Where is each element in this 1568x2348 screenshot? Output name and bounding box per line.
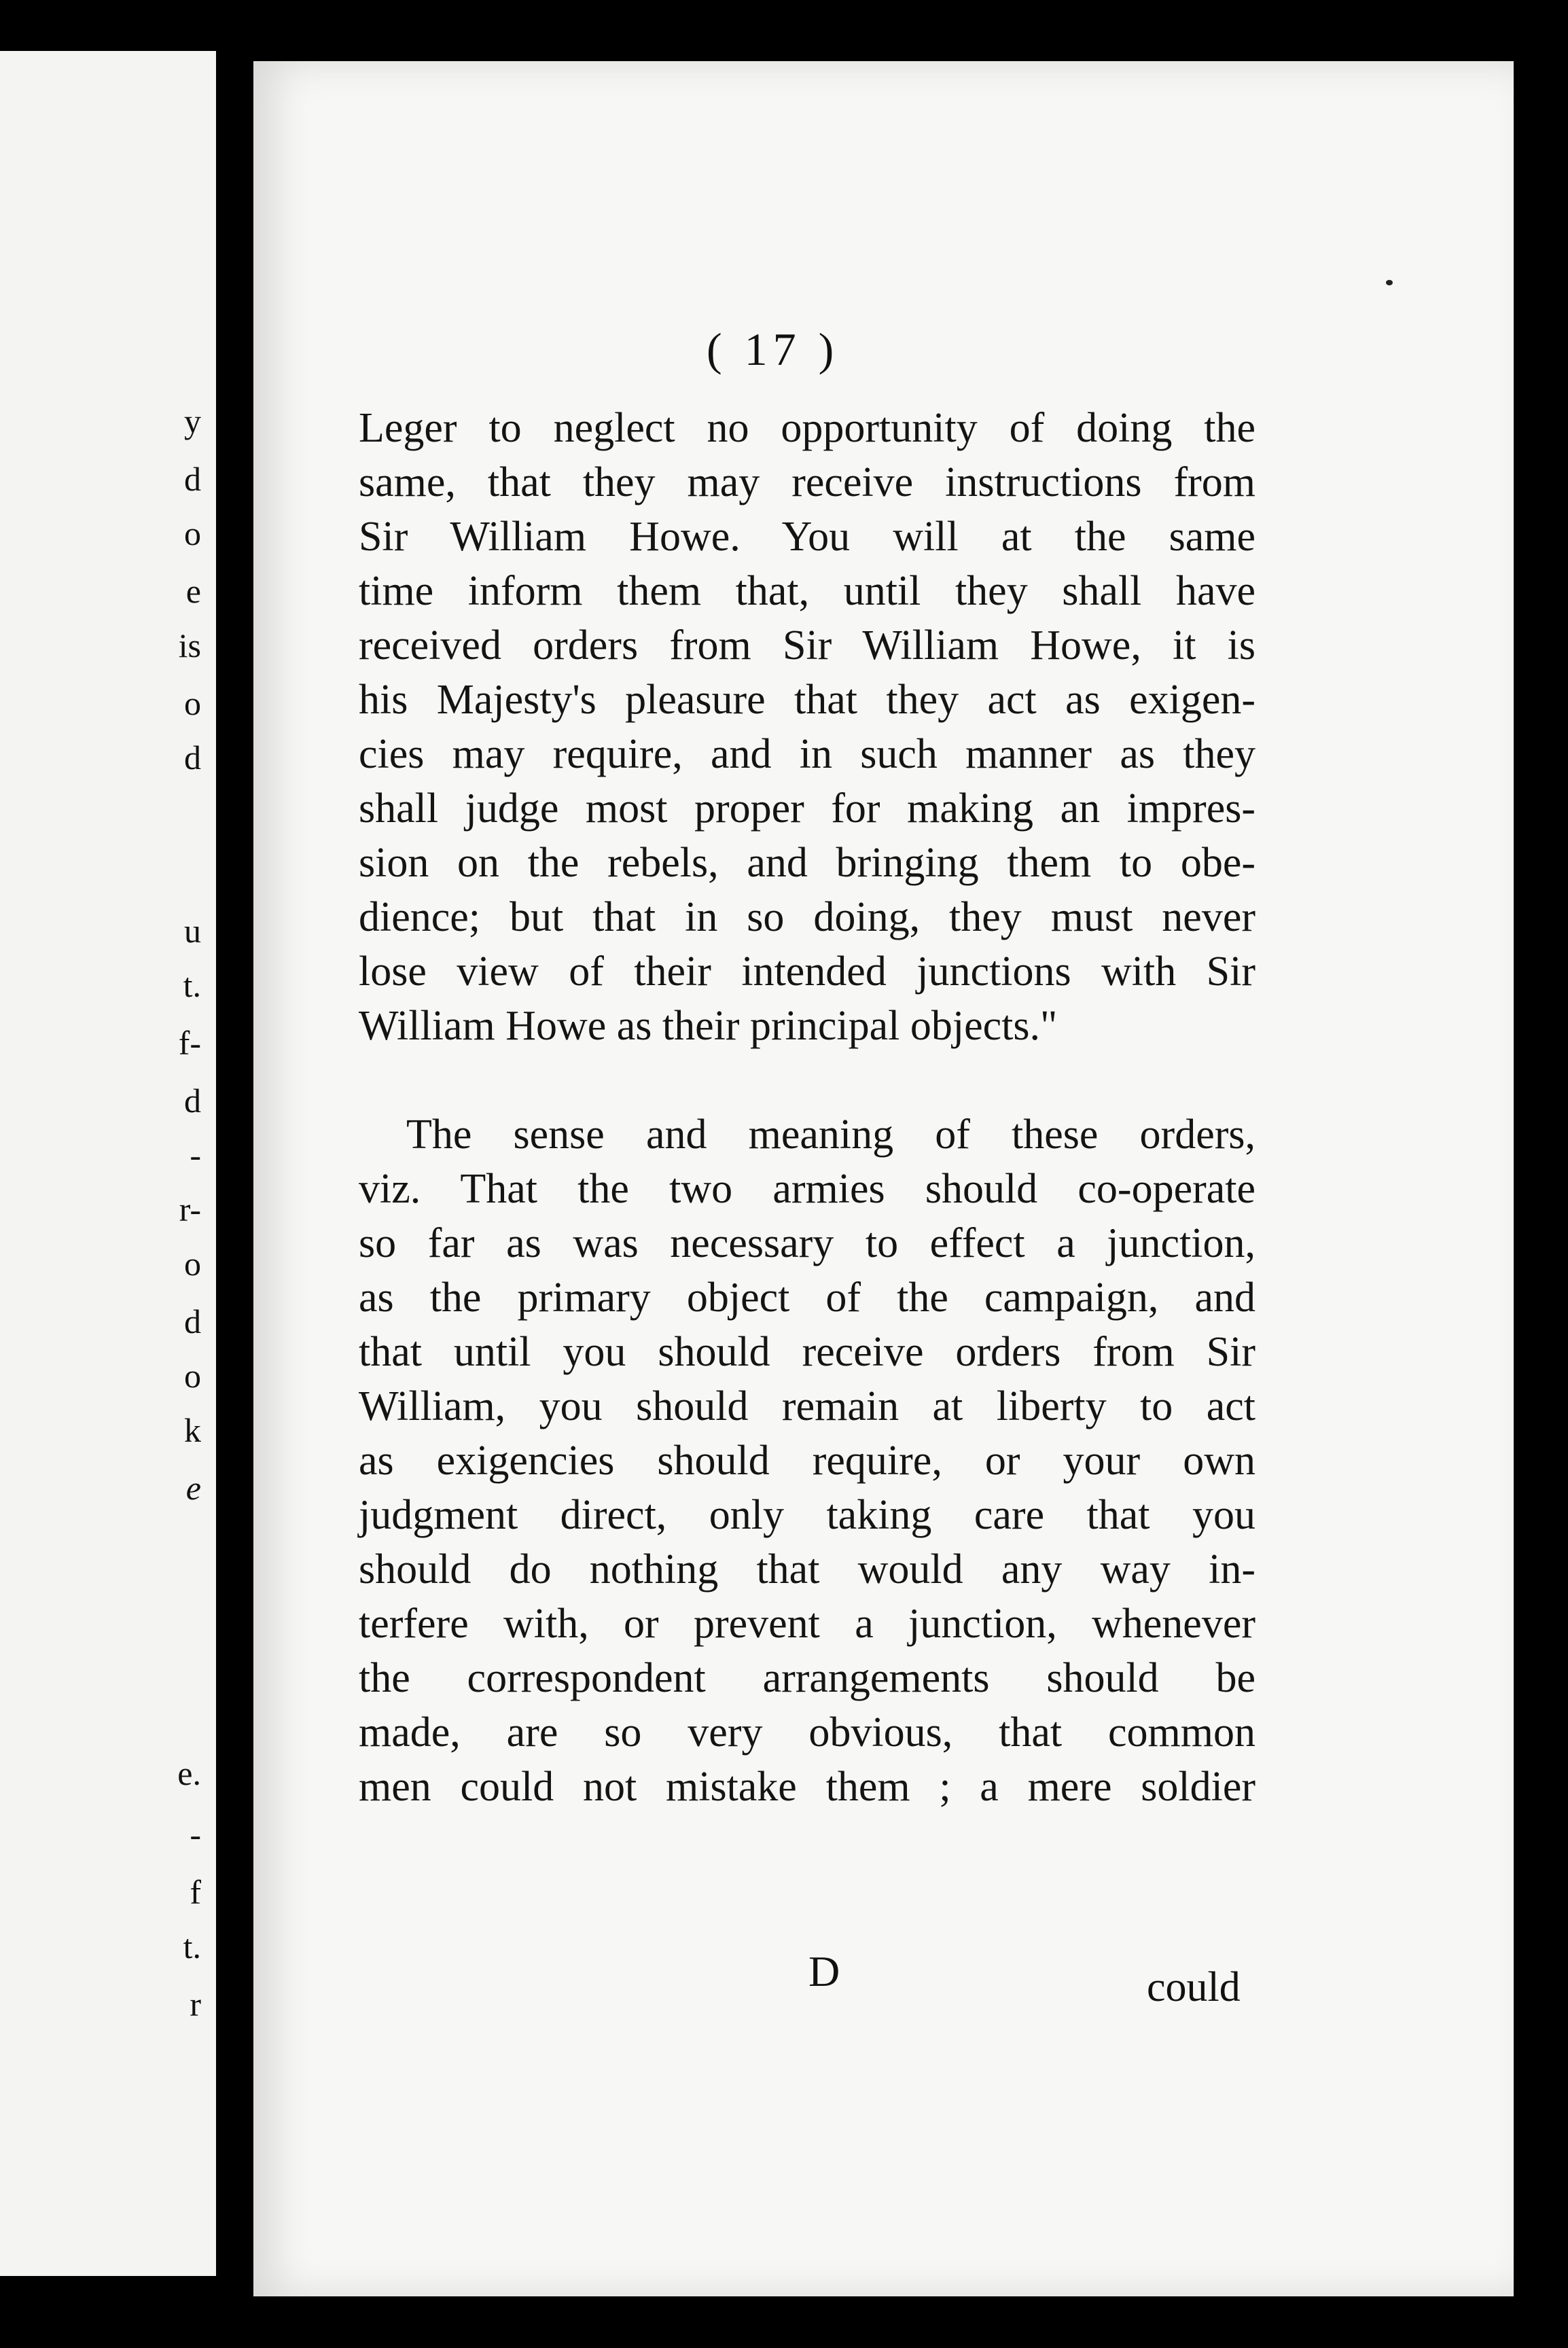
text-line: The sense and meaning of these orders, xyxy=(406,1111,1255,1158)
margin-char: - xyxy=(190,1815,201,1853)
margin-char: d xyxy=(184,739,201,777)
text-line: Leger to neglect no opportunity of doing the xyxy=(359,405,1255,451)
text-line: cies may require, and in such manner as they xyxy=(359,731,1255,777)
text-line: so far as was necessary to effect a junction, xyxy=(359,1220,1255,1266)
signature-mark: D xyxy=(808,1947,840,1995)
text-line: as exigencies should require, or your own xyxy=(359,1438,1255,1484)
text-line: his Majesty's pleasure that they act as exigen- xyxy=(359,677,1255,723)
text-line: the correspondent arrangements should be xyxy=(359,1655,1255,1701)
margin-char: f- xyxy=(178,1024,201,1062)
margin-char: e xyxy=(185,1469,201,1507)
margin-char: is xyxy=(178,626,201,664)
body-text xyxy=(359,401,1255,1814)
text-line: shall judge most proper for making an impres- xyxy=(359,785,1255,832)
text-line: dience; but that in so doing, they must never xyxy=(359,894,1255,940)
margin-char: k xyxy=(184,1411,201,1449)
text-line: William, you should remain at liberty to act xyxy=(359,1383,1255,1429)
margin-char: t. xyxy=(183,966,201,1004)
margin-char: o xyxy=(184,1245,201,1283)
margin-char: r xyxy=(190,1985,201,2023)
margin-char: t. xyxy=(183,1927,201,1965)
left-page-fragment xyxy=(0,51,216,2276)
text-line: men could not mistake them ; a mere soldier xyxy=(359,1764,1255,1810)
margin-char: e. xyxy=(177,1754,201,1792)
margin-char: o xyxy=(184,1357,201,1395)
text-line: sion on the rebels, and bringing them to obe- xyxy=(359,840,1255,886)
text-line: William Howe as their principal objects." xyxy=(359,1003,1058,1049)
ink-speck xyxy=(1386,280,1393,285)
text-line: made, are so very obvious, that common xyxy=(359,1709,1255,1756)
margin-char: e xyxy=(185,572,201,610)
margin-char: y xyxy=(184,402,201,440)
text-line: same, that they may receive instructions from xyxy=(359,459,1255,505)
text-line: viz. That the two armies should co-operate xyxy=(359,1166,1255,1212)
text-line: time inform them that, until they shall have xyxy=(359,568,1255,614)
text-line: as the primary object of the campaign, and xyxy=(359,1275,1255,1321)
catchword: could xyxy=(1147,1964,1241,2010)
text-line: received orders from Sir William Howe, it is xyxy=(359,622,1255,669)
margin-char: d xyxy=(184,460,201,498)
text-line: that until you should receive orders from Sir xyxy=(359,1329,1255,1375)
book-gutter xyxy=(216,0,253,2348)
page-number: ( 17 ) xyxy=(707,323,840,375)
margin-char: d xyxy=(184,1302,201,1340)
text-line: lose view of their intended junctions with Sir xyxy=(359,948,1255,995)
text-line: should do nothing that would any way in- xyxy=(359,1546,1255,1593)
margin-char: r- xyxy=(179,1190,201,1228)
margin-char: u xyxy=(184,912,201,950)
text-line: terfere with, or prevent a junction, whenever xyxy=(359,1601,1255,1647)
text-line: judgment direct, only taking care that you xyxy=(359,1492,1255,1538)
margin-char: f xyxy=(190,1873,201,1911)
margin-char: o xyxy=(184,684,201,722)
margin-char: d xyxy=(184,1082,201,1120)
text-line: Sir William Howe. You will at the same xyxy=(359,514,1255,560)
margin-char: - xyxy=(190,1136,201,1174)
margin-char: o xyxy=(184,514,201,552)
